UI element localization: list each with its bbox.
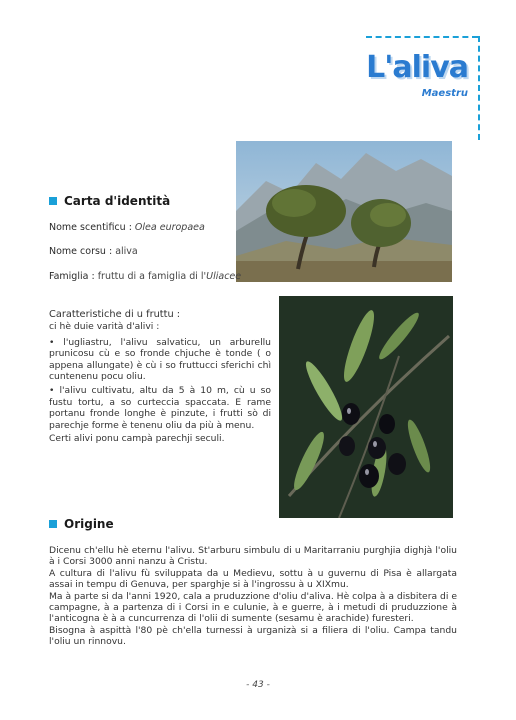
family-label: Famiglia : <box>49 271 98 282</box>
family-value: fruttu di a famiglia di l' <box>97 271 207 282</box>
fruit-bullet-cultivated: • l'alivu cultivatu, altu da 5 à 10 m, cù u so fustu tortu, a so curteccia spaccata. E rame portanu fronde longhe è pinzute, i frutti sò di parechje forme è tenenu oliu da più à menu. <box>49 385 271 431</box>
origin-paragraph-3: Ma à parte si da l'anni 1920, cala a pruduzzione d'oliu d'aliva. Hè colpa à a disbitera di e campagne, à a partenza di i Corsi in e culunie, à e guerre, à i metudi di pruduzzione à l'anticogna è à a cuncurrenza di l'olii di sumente (sesamu è arachide) furesteri. <box>49 590 457 625</box>
fruit-intro: ci hè duie varità d'alivi : <box>49 321 160 333</box>
family-value-latin: Uliacee <box>206 271 242 282</box>
identity-heading <box>49 194 170 208</box>
family-line <box>49 271 241 282</box>
title-dashed-border-top <box>366 36 478 38</box>
corsican-name-value: aliva <box>115 246 138 257</box>
identity-heading-text: Carta d'identità <box>64 194 171 208</box>
olives-photo <box>279 296 453 518</box>
fruit-characteristics <box>49 309 271 444</box>
corsican-name-line <box>49 246 138 257</box>
scientific-name-value: Olea europaea <box>134 222 205 233</box>
origin-paragraph-4: Bisogna à aspittà l'80 pè ch'ella turnessi à urganizà si a filiera di l'oliu. Campa tandu l'oliu un rinnovu. <box>49 624 457 648</box>
section-square-icon <box>49 197 57 205</box>
fruit-heading: Caratteristiche di u fruttu : <box>49 309 181 320</box>
origin-paragraph-1: Dicenu ch'ellu hè eternu l'alivu. St'arburu simbulu di u Maritarraniu purghjia dighjà l'oliu à i Corsi 3000 anni nanzu à Cristu. <box>49 545 457 568</box>
fruit-bullet-wild: • l'ugliastru, l'alivu salvaticu, un arburellu prunicosu cù e so fronde chjuche è tonde ( o appena allungate) è cù i so fruttucci sferichi chì cuntenenu pocu oliu. <box>49 336 271 383</box>
origin-heading <box>49 517 114 531</box>
page-number: - 43 - <box>246 680 270 690</box>
origin-heading-text: Origine <box>64 517 114 531</box>
scientific-name-line <box>49 222 205 233</box>
olive-trees-photo <box>236 141 452 282</box>
page-subtitle: Maestru <box>421 88 468 99</box>
title-dashed-border-right <box>478 36 480 140</box>
corsican-name-label: Nome corsu : <box>49 246 116 257</box>
section-square-icon <box>49 520 57 528</box>
origin-paragraph-2: A cultura di l'alivu fù sviluppata da u Medievu, sottu à u guvernu di Pisa è allargata assai in tempu di Genuva, per sparghje si à l'ingrossu à u XIXmu. <box>49 567 457 591</box>
page-title: L'aliva <box>366 50 468 85</box>
title-box <box>352 36 480 140</box>
scientific-name-label: Nome scentificu : <box>49 222 135 233</box>
fruit-closing: Certi alivi ponu campà parechji seculi. <box>49 433 225 445</box>
origin-text <box>49 545 457 648</box>
